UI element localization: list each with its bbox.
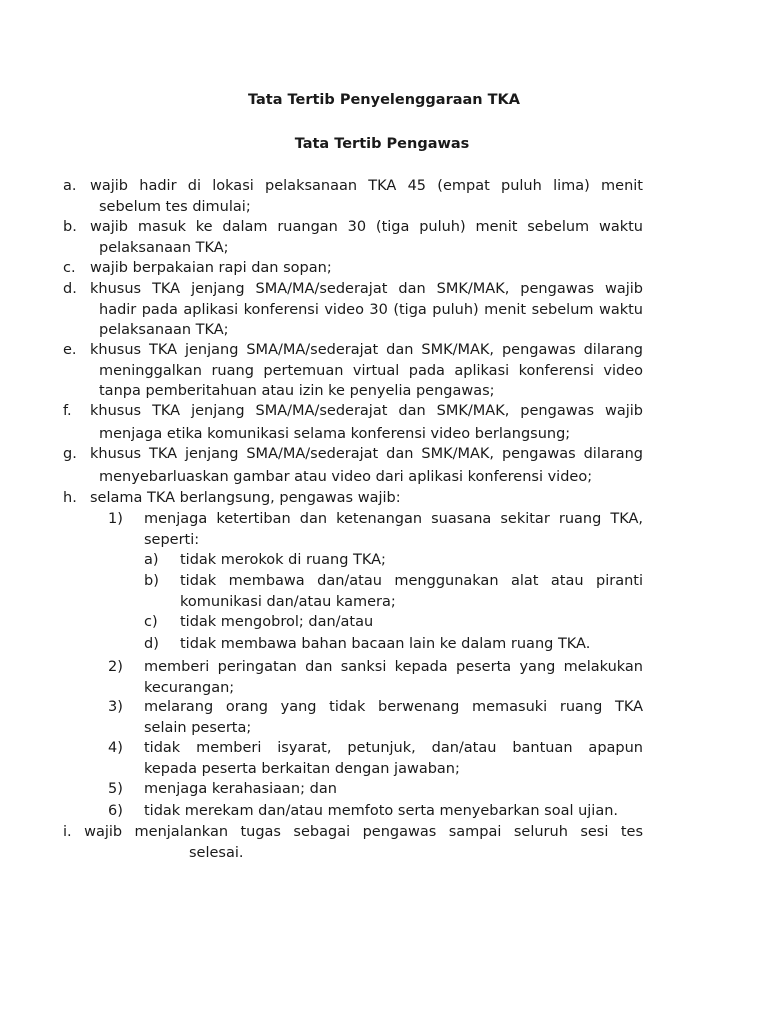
list-item-text: khusus TKA jenjang SMA/MA/sederajat dan SMK/MAK, pengawas wajib — [90, 281, 643, 297]
list-item-g — [63, 444, 643, 487]
subsublist-item-text: tidak membawa bahan bacaan lain ke dalam ruang TKA. — [180, 636, 591, 652]
list-marker: a. — [63, 178, 77, 194]
subsublist-marker: b) — [144, 573, 159, 589]
list-item-text-cont: sebelum tes dimulai; — [99, 198, 251, 215]
list-marker: d. — [63, 281, 77, 297]
list-marker: g. — [63, 446, 77, 462]
sublist-item-text: menjaga ketertiban dan ketenangan suasana sekitar ruang TKA, — [144, 511, 643, 527]
sublist-item-5 — [108, 779, 643, 800]
sublist-item-4 — [108, 738, 643, 779]
subsublist-marker: a) — [144, 552, 159, 568]
list-marker: f. — [63, 403, 72, 419]
list-item-text-cont: menyebarluaskan gambar atau video dari aplikasi konferensi video; — [99, 468, 593, 485]
list-item-text-cont: menjaga etika komunikasi selama konferensi video berlangsung; — [99, 425, 571, 442]
sublist-marker: 3) — [108, 699, 123, 715]
list-item-text — [63, 822, 643, 843]
sublist-item-text: melarang orang yang tidak berwenang memasuki ruang TKA — [144, 699, 643, 715]
list-item-b — [63, 217, 643, 258]
list-item-text-cont: pelaksanaan TKA; — [99, 239, 229, 256]
list-item-c — [63, 258, 643, 279]
sublist-item-1 — [108, 509, 643, 550]
list-item-text: khusus TKA jenjang SMA/MA/sederajat dan SMK/MAK, pengawas wajib — [90, 403, 643, 419]
subsublist-item-text: tidak merokok di ruang TKA; — [180, 552, 386, 568]
list-item-text-main: wajib menjalankan tugas sebagai pengawas sampai seluruh sesi tes — [84, 824, 643, 840]
list-marker: b. — [63, 219, 77, 235]
list-item-text-cont: meninggalkan ruang pertemuan virtual pada aplikasi konferensi video tanpa pemberitahuan atau izin ke penyelia pengawas; — [99, 362, 643, 399]
list-item-a — [63, 176, 643, 217]
list-item-f — [63, 401, 643, 444]
list-item-text-cont: selesai. — [189, 844, 244, 861]
sublist-item-text-cont: kecurangan; — [144, 679, 235, 696]
sublist-item-text: menjaga kerahasiaan; dan — [144, 781, 337, 797]
list-item-i — [63, 822, 643, 863]
list-item-d — [63, 279, 643, 341]
sublist-marker: 2) — [108, 659, 123, 675]
subsublist-item-d — [144, 634, 643, 655]
sublist-marker: 4) — [108, 740, 123, 756]
list-item-text: khusus TKA jenjang SMA/MA/sederajat dan SMK/MAK, pengawas dilarang — [90, 446, 643, 462]
subsublist-item-c — [144, 612, 643, 633]
document-subtitle: Tata Tertib Pengawas — [294, 136, 470, 152]
sublist-item-text: tidak merekam dan/atau memfoto serta menyebarkan soal ujian. — [144, 803, 619, 819]
list-marker: h. — [63, 490, 77, 506]
list-item-h — [63, 488, 643, 509]
list-item-text: khusus TKA jenjang SMA/MA/sederajat dan SMK/MAK, pengawas dilarang — [90, 342, 643, 358]
subsublist-item-a — [144, 550, 643, 571]
sublist-marker: 6) — [108, 803, 123, 819]
subsublist-marker: c) — [144, 614, 158, 630]
sublist-item-text: memberi peringatan dan sanksi kepada peserta yang melakukan — [144, 659, 643, 675]
list-item-text: selama TKA berlangsung, pengawas wajib: — [90, 490, 401, 506]
sublist-marker: 5) — [108, 781, 123, 797]
sublist-item-text-cont: kepada peserta berkaitan dengan jawaban; — [144, 760, 460, 777]
sublist-item-2 — [108, 657, 643, 698]
list-item-text: wajib berpakaian rapi dan sopan; — [90, 260, 332, 276]
list-marker: e. — [63, 342, 77, 358]
sublist-item-6 — [108, 801, 643, 822]
document-title: Tata Tertib Penyelenggaraan TKA — [247, 92, 521, 108]
sublist-item-text: tidak memberi isyarat, petunjuk, dan/atau bantuan apapun — [144, 740, 643, 756]
subsublist-item-b — [144, 571, 643, 612]
list-marker: c. — [63, 260, 76, 276]
subsublist-item-text: tidak mengobrol; dan/atau — [180, 614, 374, 630]
list-item-e — [63, 340, 643, 402]
subsublist-item-text-cont: komunikasi dan/atau kamera; — [180, 593, 396, 610]
sublist-item-text-cont: selain peserta; — [144, 719, 252, 736]
list-marker: i. — [63, 824, 72, 840]
sublist-marker: 1) — [108, 511, 123, 527]
subsublist-marker: d) — [144, 636, 159, 652]
list-item-text: wajib masuk ke dalam ruangan 30 (tiga puluh) menit sebelum waktu — [90, 219, 643, 235]
list-item-text-cont: hadir pada aplikasi konferensi video 30 (tiga puluh) menit sebelum waktu pelaksanaan TKA; — [99, 301, 643, 338]
sublist-item-text-cont: seperti: — [144, 531, 200, 548]
sublist-item-3 — [108, 697, 643, 738]
subsublist-item-text: tidak membawa dan/atau menggunakan alat atau piranti — [180, 573, 643, 589]
list-item-text: wajib hadir di lokasi pelaksanaan TKA 45 (empat puluh lima) menit — [90, 178, 643, 194]
